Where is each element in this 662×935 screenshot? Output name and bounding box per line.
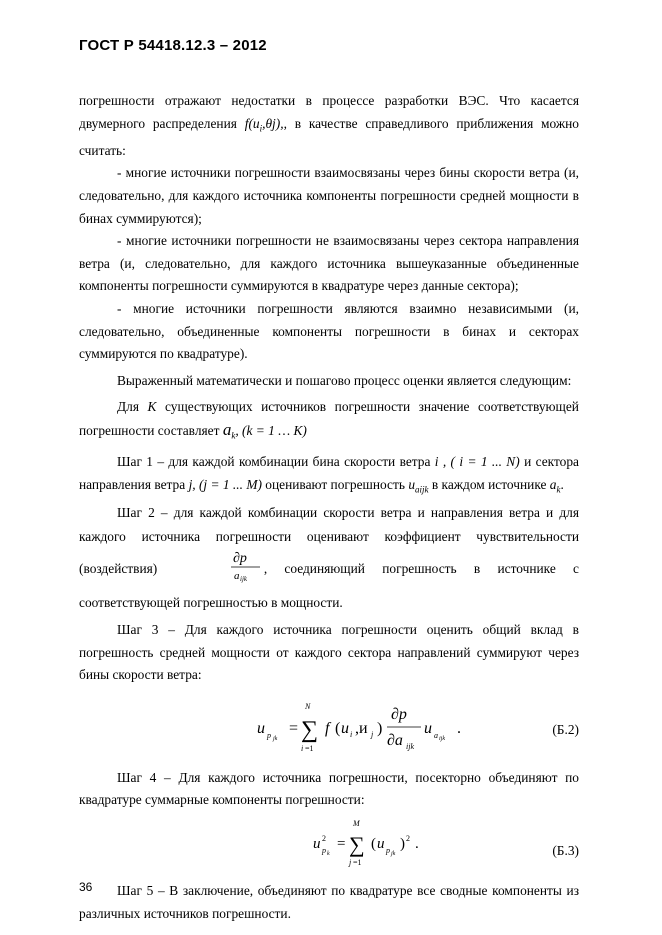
svg-text:N: N xyxy=(305,701,311,711)
equation-b2 xyxy=(79,699,579,759)
svg-text:∑: ∑ xyxy=(301,716,319,743)
svg-text:a: a xyxy=(233,570,240,583)
document-body xyxy=(79,90,579,925)
svg-text:a: a xyxy=(434,730,438,740)
svg-text:.: . xyxy=(457,719,461,737)
page-number: 36 xyxy=(79,880,93,894)
sensitivity-fraction xyxy=(192,549,264,591)
svg-text:): ) xyxy=(377,719,383,737)
svg-text:∑: ∑ xyxy=(349,832,365,858)
svg-text:,и: ,и xyxy=(355,719,368,737)
svg-text:p: p xyxy=(267,730,271,740)
svg-text:jk: jk xyxy=(273,735,278,742)
paragraph-10: Шаг 4 – Для каждого источника погрешности, посекторно объединяют по квадратуре суммарные компоненты погрешности: xyxy=(79,769,579,808)
paragraph-6: Для K существующих источников погрешности значение соответствующей погрешности составляет $a_k$, (k = 1 … K) xyxy=(79,399,579,441)
svg-text:(: ( xyxy=(371,836,376,853)
svg-text:i: i xyxy=(350,729,353,739)
paragraph-2: - многие источники погрешности взаимосвязаны через бины скорости ветра (и, следовательно, для каждого источника компоненты погрешности средней мощности в бинах суммируются); xyxy=(79,165,579,226)
svg-text:.: . xyxy=(415,836,419,853)
paragraph-5: Выраженный математически и пошагово процесс оценки является следующим: xyxy=(117,372,572,388)
equation-b3 xyxy=(79,818,579,872)
svg-text:ijk: ijk xyxy=(239,575,247,584)
svg-text:k: k xyxy=(327,851,330,858)
equation-b3-number: (Б.3) xyxy=(552,843,579,859)
svg-text:): ) xyxy=(400,836,405,853)
svg-text:ijk: ijk xyxy=(439,735,445,742)
paragraph-3: - многие источники погрешности не взаимосвязаны через сектора направления ветра (и, следовательно, для каждого источника вышеуказанные объединенные компоненты погрешности суммируются в квадратуре через данные сектора); xyxy=(79,233,579,294)
svg-text:j: j xyxy=(371,729,374,739)
svg-text:jk: jk xyxy=(391,851,396,858)
svg-text:ijk: ijk xyxy=(406,741,414,751)
svg-text:=1: =1 xyxy=(353,858,362,868)
svg-text:=: = xyxy=(337,836,346,853)
equation-b2-formula xyxy=(249,699,662,759)
document-code: ГОСТ Р 54418.12.3 – 2012 xyxy=(79,37,267,54)
paragraph-7: Шаг 1 – для каждой комбинации бина скорости ветра i , ( i = 1 ... N) и сектора направления ветра j, (j = 1 ... M) оценивают погрешность $u_{aijk}$ в каждом источнике $a_k$. xyxy=(79,454,579,495)
svg-text:=: = xyxy=(289,719,299,737)
svg-text:u: u xyxy=(377,836,385,853)
svg-text:∂p: ∂p xyxy=(232,551,247,567)
equation-b2-number: (Б.2) xyxy=(552,721,579,737)
paragraph-1: погрешности отражают недостатки в процессе разработки ВЭС. Что касается двумерного распределения $f(u_i,\theta j)$,, в качестве справедливого приближения можно считать: xyxy=(79,93,579,158)
svg-text:f: f xyxy=(325,719,330,737)
svg-text:i: i xyxy=(301,743,304,753)
svg-text:u: u xyxy=(313,836,321,853)
svg-text:2: 2 xyxy=(406,834,410,844)
svg-text:∂a: ∂a xyxy=(387,731,403,749)
svg-text:=1: =1 xyxy=(305,743,314,753)
svg-text:p: p xyxy=(322,846,326,856)
paragraph-4: - многие источники погрешности являются взаимно независимыми (и, следовательно, объединенные компоненты погрешности в бинах и секторах суммируются по квадратуре). xyxy=(79,301,579,362)
svg-text:j: j xyxy=(349,858,352,868)
svg-text:u: u xyxy=(341,719,349,737)
svg-text:(: ( xyxy=(335,719,341,737)
svg-text:2: 2 xyxy=(322,834,326,844)
svg-text:p: p xyxy=(386,846,390,856)
svg-text:∂p: ∂p xyxy=(391,705,407,723)
svg-text:M: M xyxy=(353,819,360,829)
paragraph-9: Шаг 3 – Для каждого источника погрешности оценить общий вклад в погрешность средней мощности от каждого сектора направлений суммируют через бины скорости ветра: xyxy=(79,622,579,683)
svg-text:u: u xyxy=(424,719,432,737)
paragraph-11: Шаг 5 – В заключение, объединяют по квадратуре все сводные компоненты из различных источников погрешности. xyxy=(79,883,579,921)
svg-text:u: u xyxy=(257,719,265,737)
paragraph-8: Шаг 2 – для каждой комбинации скорости ветра и направления ветра и для каждого источника погрешности оценивают коэффициент чувствительности (воздействия) ∂p a ijk , соединяющий погрешность в источнике с соответствующей погрешностью в мощности. xyxy=(79,505,579,611)
